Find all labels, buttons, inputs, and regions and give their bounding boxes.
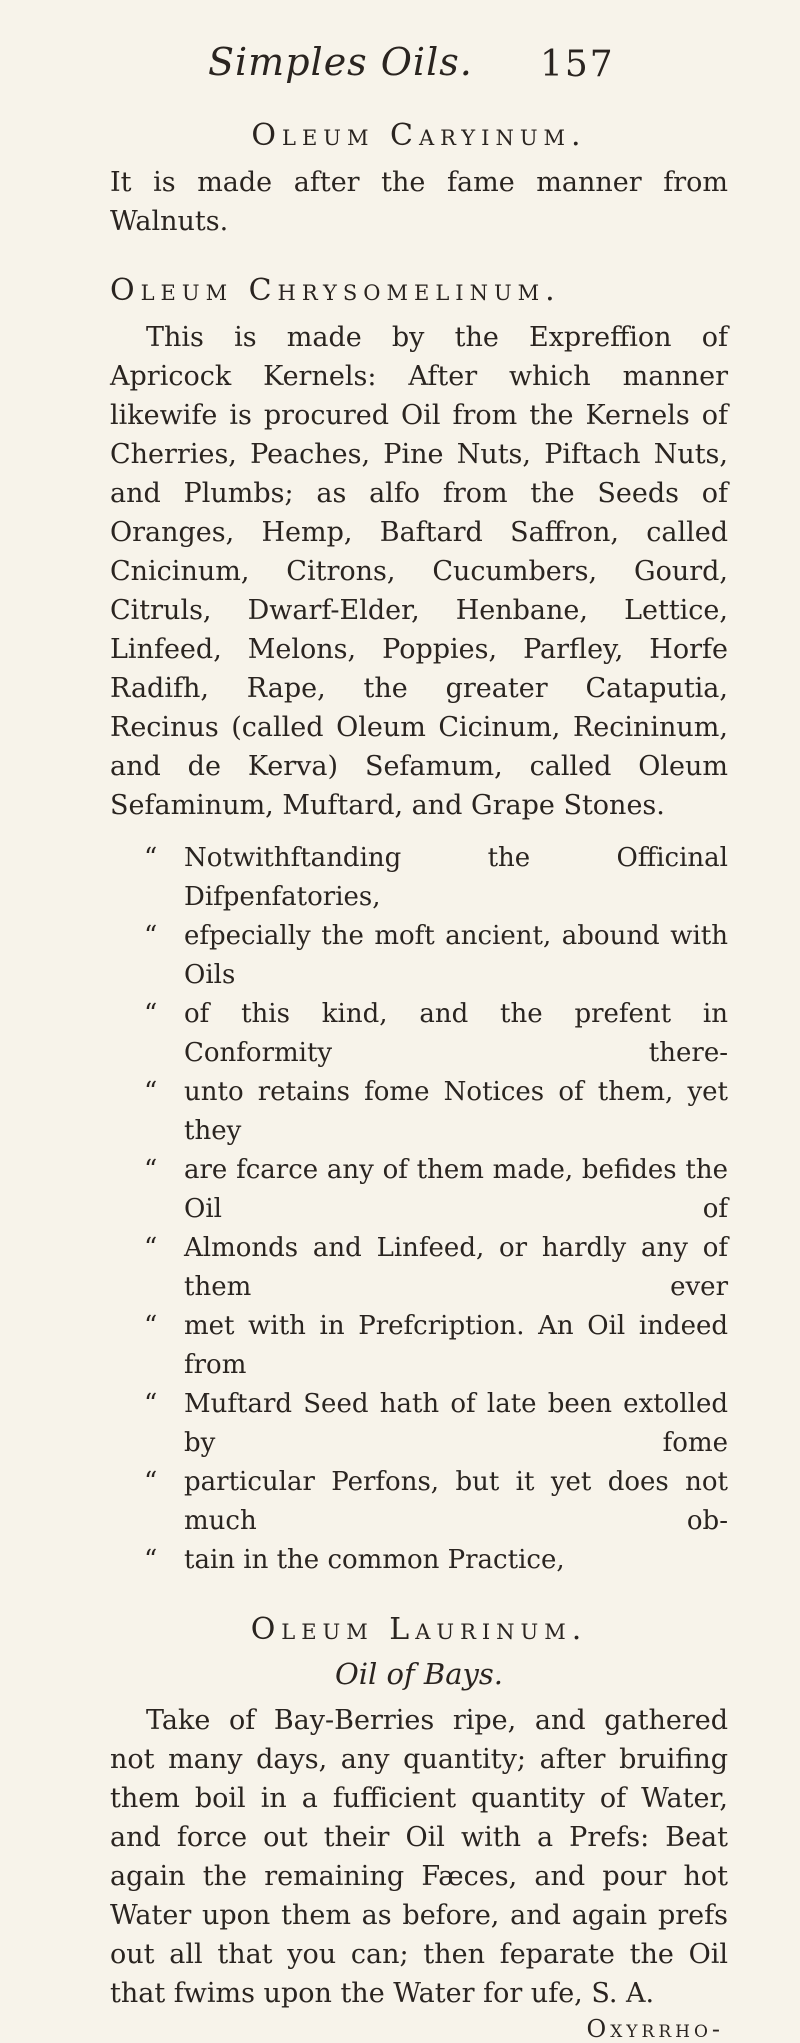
quote-mark: “: [144, 1545, 158, 1575]
quote-mark: “: [144, 921, 158, 951]
quote-text: tain in the common Practice,: [184, 1545, 565, 1575]
quote-line: [110, 1463, 728, 1541]
quote-text: Almonds and Linfeed, or hardly any of them ever: [184, 1233, 728, 1302]
quote-line: [110, 1307, 728, 1385]
quote-line: [110, 917, 728, 995]
quote-line: [110, 1073, 728, 1151]
quote-mark: “: [144, 843, 158, 873]
quote-mark: “: [144, 1389, 158, 1419]
quotation-block: [110, 839, 728, 1580]
quote-text: Muftard Seed hath of late been extolled by fome: [184, 1389, 728, 1458]
quote-line: [110, 839, 728, 917]
paragraph-chrysomelinum: This is made by the Expreffion of Apricock Kernels: After which manner likewife is procured Oil from the Kernels of Cherries, Peaches, Pine Nuts, Piftach Nuts, and Plumbs; as alfo from the Seeds of Oranges, Hemp, Baftard Saffron, called Cnicinum, Citrons, Cucumbers, Gourd, Citruls, Dwarf-Elder, Henbane, Lettice, Linfeed, Melons, Poppies, Parfley, Horfe Radifh, Rape, the greater Cataputia, Recinus (called Oleum Cicinum, Recininum, and de Kerva) Sefamum, called Oleum Sefaminum, Muftard, and Grape Stones.: [110, 322, 728, 821]
running-head: [110, 40, 728, 100]
quote-line: [110, 995, 728, 1073]
subheading-oil-of-bays: Oil of Bays.: [334, 1657, 504, 1691]
quote-line: [110, 1541, 728, 1580]
quote-text: particular Perfons, but it yet does not much ob-: [184, 1467, 728, 1536]
catchword: Oxyrrho-: [586, 2015, 724, 2043]
quote-mark: “: [144, 1311, 158, 1341]
quote-mark: “: [144, 1077, 158, 1107]
quote-text: Notwithftanding the Officinal Difpenfatories,: [184, 843, 728, 912]
heading-oleum-caryinum: Oleum Caryinum.: [251, 118, 587, 153]
quote-line: [110, 1151, 728, 1229]
quote-mark: “: [144, 1467, 158, 1497]
quote-mark: “: [144, 999, 158, 1029]
heading-oleum-chrysomelinum: Oleum Chrysomelinum.: [110, 273, 561, 308]
heading-oleum-laurinum: Oleum Laurinum.: [250, 1612, 588, 1647]
quote-text: met with in Prefcription. An Oil indeed from: [184, 1311, 728, 1380]
quote-text: unto retains fome Notices of them, yet they: [184, 1077, 728, 1146]
paragraph-laurinum: Take of Bay-Berries ripe, and gathered not many days, any quantity; after bruifing them boil in a fufficient quantity of Water, and force out their Oil with a Prefs: Beat again the remaining Fæces, and pour hot Water upon them as before, and again prefs out all that you can; then feparate the Oil that fwims upon the Water for ufe, S. A.: [110, 1705, 728, 2009]
paragraph-caryinum: It is made after the fame manner from Walnuts.: [110, 167, 728, 237]
quote-text: of this kind, and the prefent in Conformity there-: [184, 999, 728, 1068]
running-title: Simples Oils.: [208, 40, 473, 84]
quote-mark: “: [144, 1155, 158, 1185]
page-number: 157: [540, 44, 615, 85]
quote-line: [110, 1385, 728, 1463]
quote-text: are fcarce any of them made, befides the Oil of: [184, 1155, 728, 1224]
quote-line: [110, 1229, 728, 1307]
quote-mark: “: [144, 1233, 158, 1263]
quote-text: efpecially the moft ancient, abound with Oils: [184, 921, 728, 990]
